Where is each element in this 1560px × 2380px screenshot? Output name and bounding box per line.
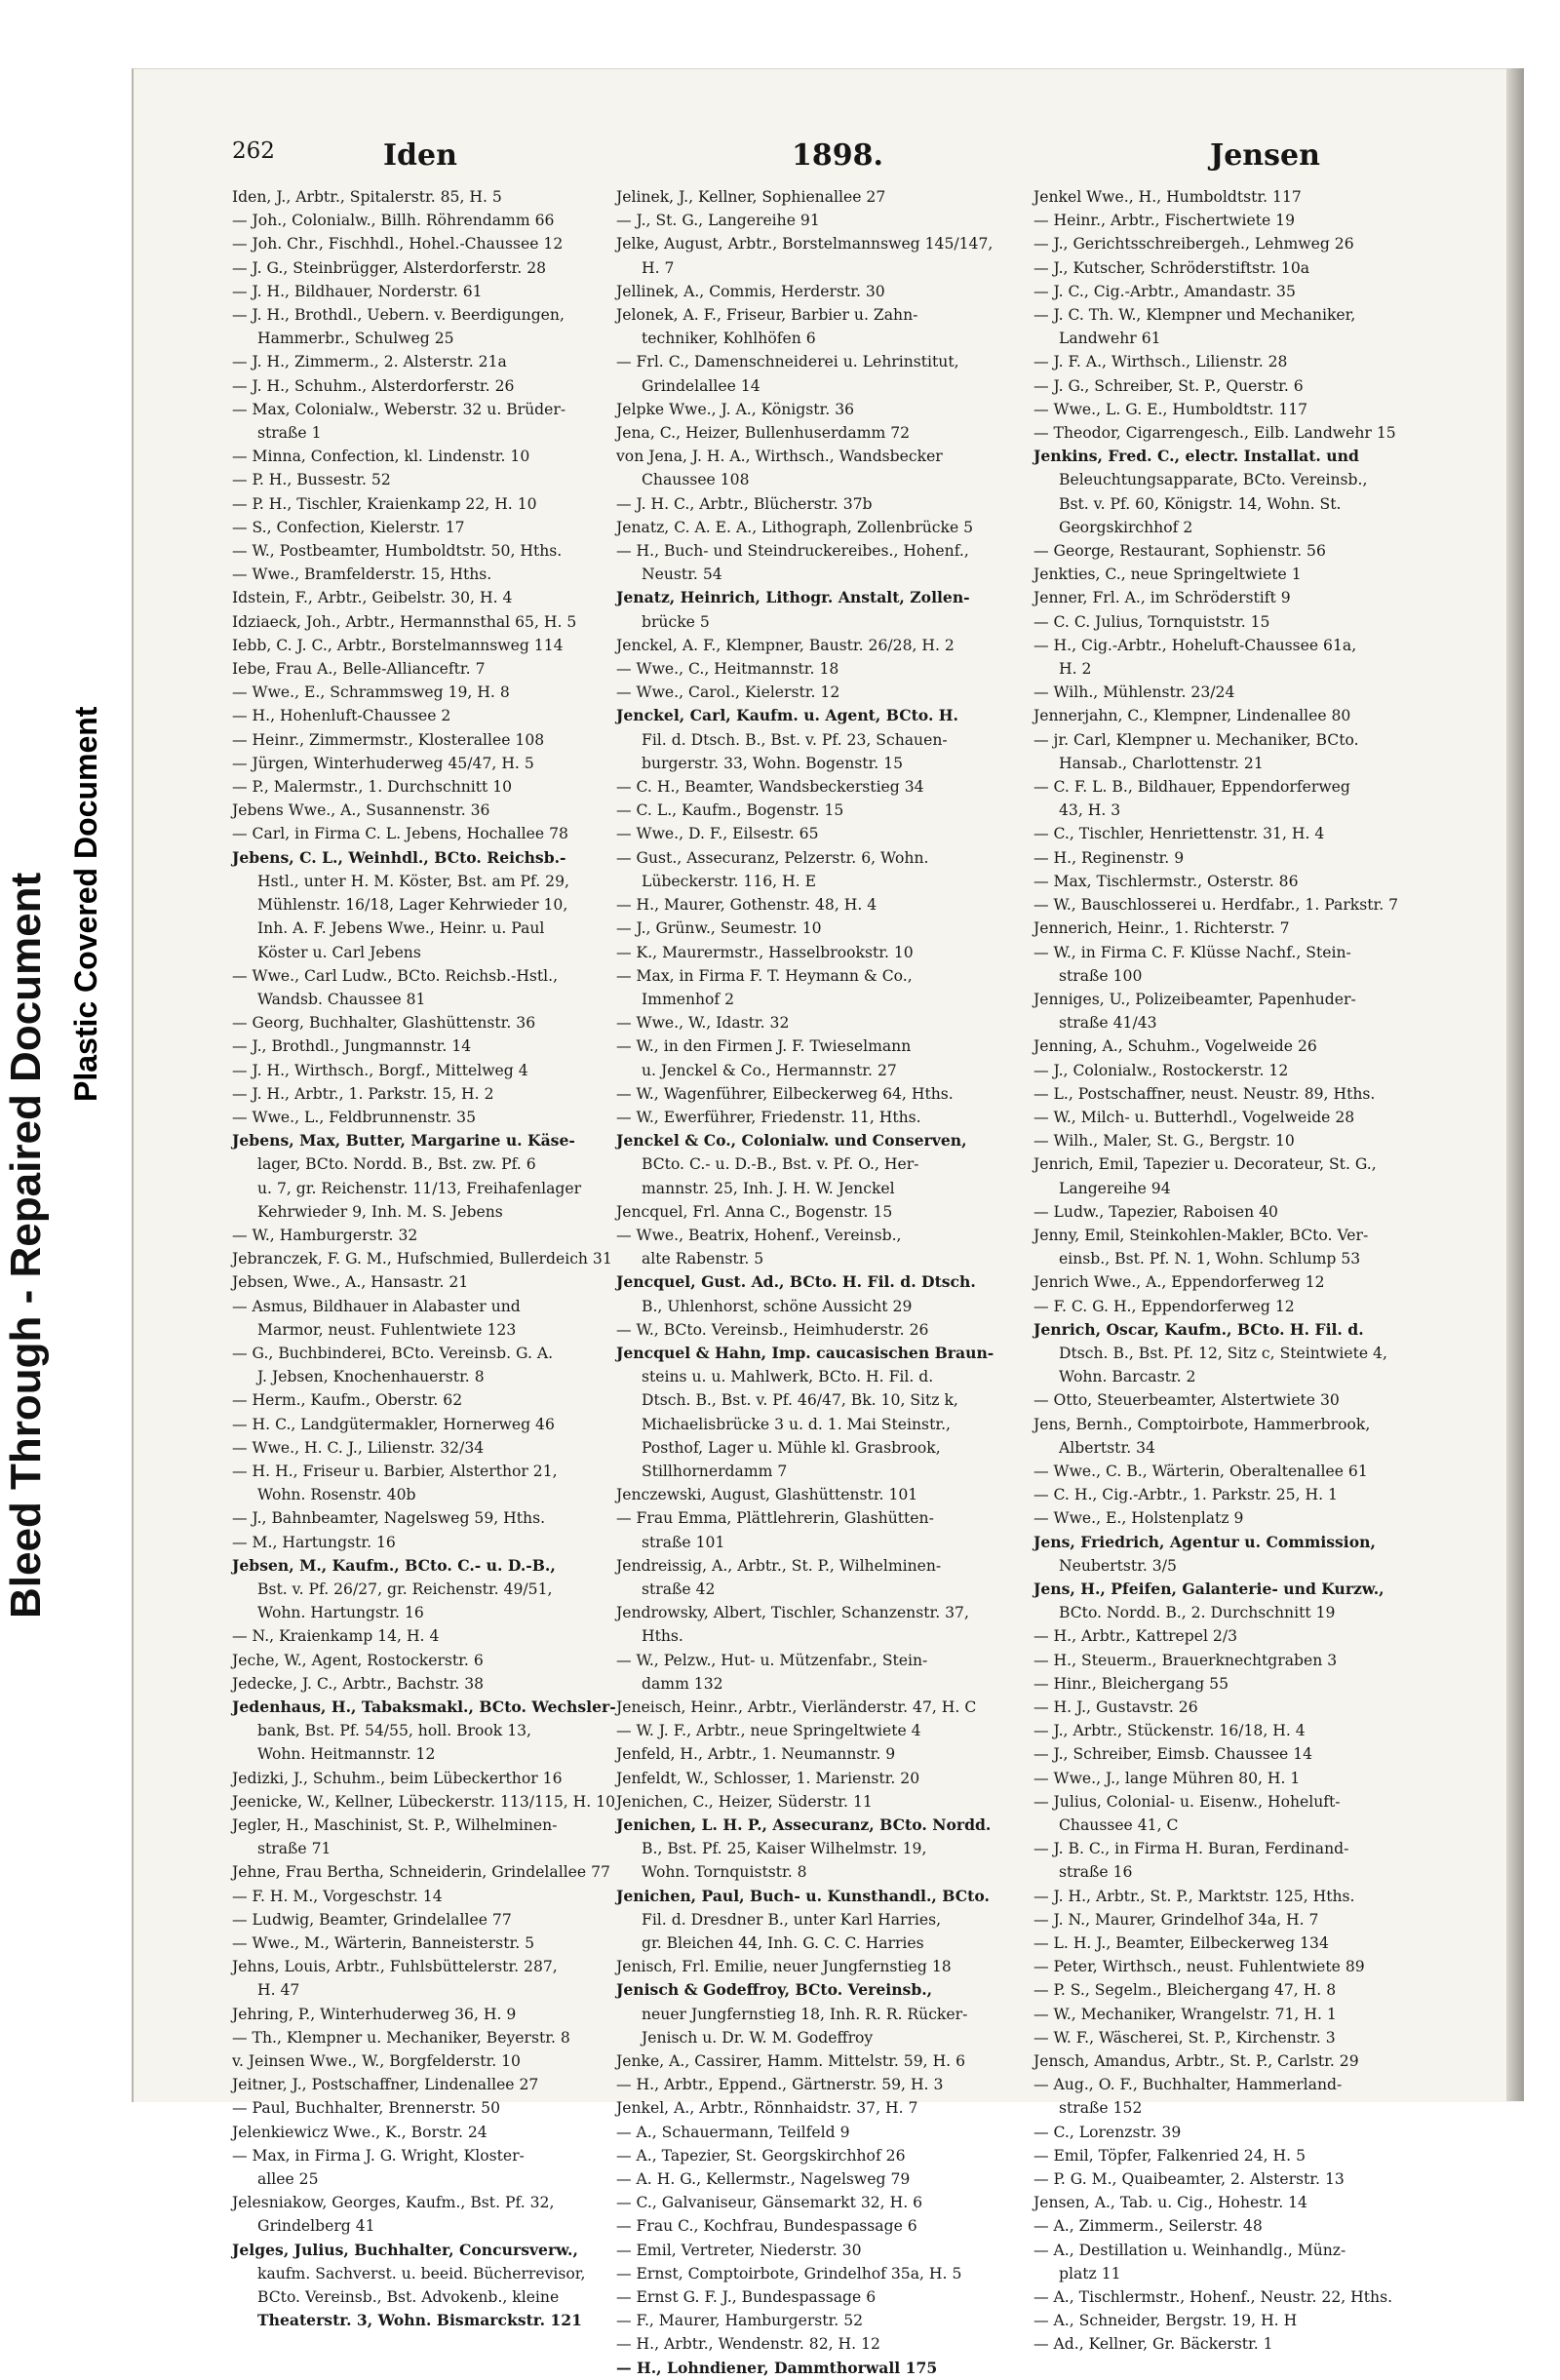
directory-entry-line: — F. C. G. H., Eppendorferweg 12 — [1034, 1297, 1295, 1315]
directory-entry-line: Jenichen, L. H. P., Assecuranz, BCto. Nordd. — [616, 1815, 992, 1835]
directory-entry-line: — J., Kutscher, Schröderstiftstr. 10a — [1034, 258, 1310, 277]
directory-entry-line: Jenkel, A., Arbtr., Rönnhaidstr. 37, H. 7 — [616, 2099, 918, 2118]
directory-entry-line: Jenrich, Oscar, Kaufm., BCto. H. Fil. d. — [1034, 1319, 1364, 1339]
directory-entry-line: straße 41/43 — [1059, 1014, 1157, 1033]
directory-entry-line: — J. H., Brothdl., Uebern. v. Beerdigungen, — [232, 306, 565, 325]
directory-entry-line: — H., Reginenstr. 9 — [1034, 848, 1185, 867]
directory-entry-line: steins u. u. Mahlwerk, BCto. H. Fil. d. — [642, 1368, 934, 1386]
directory-entry-line: — H., Steuerm., Brauerknechtgraben 3 — [1034, 1651, 1338, 1669]
directory-entry-line: — H. H., Friseur u. Barbier, Alsterthor 21, — [232, 1462, 558, 1480]
directory-entry-line: — Wwe., H. C. J., Lilienstr. 32/34 — [232, 1438, 485, 1457]
directory-entry-line: — J. H., Schuhm., Alsterdorferstr. 26 — [232, 376, 515, 395]
directory-entry-line: H. 7 — [642, 258, 675, 277]
directory-entry-line: Jelinek, J., Kellner, Sophienallee 27 — [616, 188, 886, 206]
directory-entry-line: — W., Milch- u. Butterhdl., Vogelweide 28 — [1034, 1108, 1355, 1126]
directory-entry-line: — H. C., Landgütermakler, Hornerweg 46 — [232, 1415, 555, 1433]
directory-entry-line: — J. H., Wirthsch., Borgf., Mittelweg 4 — [232, 1061, 528, 1079]
directory-entry-line: burgerstr. 33, Wohn. Bogenstr. 15 — [642, 754, 904, 772]
directory-entry-line: Jebens Wwe., A., Susannenstr. 36 — [232, 801, 490, 820]
directory-entry-line: Jeneisch, Heinr., Arbtr., Vierländerstr. 47, H. C — [616, 1698, 977, 1716]
directory-entry-line: — Minna, Confection, kl. Lindenstr. 10 — [232, 448, 530, 466]
directory-entry-line: Immenhof 2 — [642, 990, 735, 1008]
directory-entry-line: Köster u. Carl Jebens — [257, 943, 421, 961]
directory-entry-line: — J., St. G., Langereihe 91 — [616, 212, 820, 230]
directory-entry-line: Jelges, Julius, Buchhalter, Concursverw., — [232, 2240, 578, 2259]
directory-entry-line: — J., Brothdl., Jungmannstr. 14 — [232, 1037, 472, 1056]
directory-entry-line: — Wwe., L. G. E., Humboldtstr. 117 — [1034, 400, 1308, 418]
directory-entry-line: platz 11 — [1059, 2264, 1121, 2282]
directory-entry-line: straße 16 — [1059, 1863, 1133, 1882]
directory-entry-line: — Wwe., Carol., Kielerstr. 12 — [616, 683, 840, 702]
directory-entry-line: Jehne, Frau Bertha, Schneiderin, Grindelallee 77 — [232, 1863, 610, 1882]
directory-entry-line: Langereihe 94 — [1059, 1179, 1171, 1197]
directory-entry-line: Jenisch, Frl. Emilie, neuer Jungfernstieg 18 — [616, 1958, 952, 1976]
directory-entry-line: — Max, Tischlermstr., Osterstr. 86 — [1034, 872, 1299, 890]
directory-entry-line: Jelpke Wwe., J. A., Königstr. 36 — [616, 400, 855, 418]
directory-entry-line: — P. H., Bussestr. 52 — [232, 471, 391, 489]
directory-entry-line: Mühlenstr. 16/18, Lager Kehrwieder 10, — [257, 896, 568, 915]
directory-entry-line: — Wwe., C. B., Wärterin, Oberaltenallee 61 — [1034, 1462, 1368, 1480]
directory-entry-line: — K., Maurermstr., Hasselbrookstr. 10 — [616, 943, 914, 961]
directory-entry-line: Iebe, Frau A., Belle-Allianceftr. 7 — [232, 660, 486, 679]
directory-entry-line: Jenkel Wwe., H., Humboldtstr. 117 — [1034, 188, 1302, 206]
directory-entry-line: Jenfeld, H., Arbtr., 1. Neumannstr. 9 — [616, 1745, 896, 1764]
directory-entry-line: — C., Tischler, Henriettenstr. 31, H. 4 — [1034, 825, 1325, 843]
directory-entry-line: Wohn. Hartungstr. 16 — [257, 1604, 424, 1622]
directory-entry-line: Jenner, Frl. A., im Schröderstift 9 — [1034, 589, 1291, 607]
directory-entry-line: Jendrowsky, Albert, Tischler, Schanzenstr. 37, — [616, 1604, 969, 1622]
directory-entry-line: — Ludw., Tapezier, Raboisen 40 — [1034, 1202, 1278, 1221]
directory-entry-line: — Otto, Steuerbeamter, Alstertwiete 30 — [1034, 1391, 1340, 1410]
directory-entry-line: Landwehr 61 — [1059, 330, 1161, 348]
directory-entry-line: — C. L., Kaufm., Bogenstr. 15 — [616, 801, 844, 820]
directory-entry-line: — Joh. Chr., Fischhdl., Hohel.-Chaussee 12 — [232, 235, 564, 254]
directory-entry-line: — Wwe., Beatrix, Hohenf., Vereinsb., — [616, 1226, 902, 1244]
directory-entry-line: — A., Tischlermstr., Hohenf., Neustr. 22, Hths. — [1034, 2288, 1393, 2307]
directory-entry-line: Wohn. Tornquiststr. 8 — [642, 1863, 807, 1882]
directory-year: 1898. — [792, 138, 883, 173]
directory-entry-line: — L., Postschaffner, neust. Neustr. 89, Hths. — [1034, 1084, 1376, 1103]
directory-entry-line: gr. Bleichen 44, Inh. G. C. C. Harries — [642, 1934, 924, 1953]
directory-entry-line: Jellinek, A., Commis, Herderstr. 30 — [616, 282, 885, 300]
directory-entry-line: — C., Lorenzstr. 39 — [1034, 2123, 1182, 2141]
directory-entry-line: Jendreissig, A., Arbtr., St. P., Wilhelminen- — [616, 1556, 942, 1575]
directory-entry-line: — M., Hartungstr. 16 — [232, 1533, 396, 1551]
directory-entry-line: Jebsen, Wwe., A., Hansastr. 21 — [232, 1273, 469, 1292]
page-number: 262 — [232, 138, 275, 164]
directory-entry-line: — J. F. A., Wirthsch., Lilienstr. 28 — [1034, 353, 1288, 371]
directory-entry-line: — L. H. J., Beamter, Eilbeckerweg 134 — [1034, 1934, 1329, 1953]
directory-entry-line: — Emil, Vertreter, Niederstr. 30 — [616, 2241, 862, 2259]
directory-entry-line: Jebsen, M., Kaufm., BCto. C.- u. D.-B., — [232, 1555, 556, 1575]
directory-entry-line: Jenichen, Paul, Buch- u. Kunsthandl., BCto. — [616, 1886, 990, 1905]
directory-entry-line: — P. G. M., Quaibeamter, 2. Alsterstr. 13 — [1034, 2170, 1345, 2189]
directory-entry-line: — Heinr., Arbtr., Fischertwiete 19 — [1034, 212, 1295, 230]
directory-entry-line: Jelesniakow, Georges, Kaufm., Bst. Pf. 32, — [232, 2194, 555, 2212]
directory-entry-line: — H., Hohenluft-Chaussee 2 — [232, 707, 451, 725]
directory-entry-line: Jenckel & Co., Colonialw. und Conserven, — [616, 1131, 967, 1151]
directory-entry-line: — W. F., Wäscherei, St. P., Kirchenstr. 3 — [1034, 2028, 1336, 2047]
column-1 — [232, 185, 616, 2330]
directory-entry-line: Jenrich, Emil, Tapezier u. Decorateur, St. G., — [1034, 1155, 1377, 1174]
directory-entry-line: Hammerbr., Schulweg 25 — [257, 330, 454, 348]
directory-entry-line: straße 101 — [642, 1533, 725, 1551]
directory-entry-line: — Max, Colonialw., Weberstr. 32 u. Brüder- — [232, 400, 566, 418]
directory-entry-line: BCto. C.- u. D.-B., Bst. v. Pf. O., Her- — [642, 1155, 919, 1174]
directory-entry-line: Jena, C., Heizer, Bullenhuserdamm 72 — [616, 424, 911, 443]
directory-entry-line: Idziaeck, Joh., Arbtr., Hermannsthal 65, H. 5 — [232, 612, 577, 631]
directory-entry-line: Hstl., unter H. M. Köster, Bst. am Pf. 29, — [257, 872, 569, 890]
directory-entry-line: Chaussee 108 — [642, 471, 750, 489]
directory-entry-line: Jenichen, C., Heizer, Süderstr. 11 — [616, 1792, 873, 1811]
directory-entry-line: Jencquel & Hahn, Imp. caucasischen Braun- — [616, 1343, 994, 1362]
directory-entry-line: — Jürgen, Winterhuderweg 45/47, H. 5 — [232, 754, 534, 772]
directory-entry-line: — Gust., Assecuranz, Pelzerstr. 6, Wohn. — [616, 848, 929, 867]
directory-entry-line: — J., Schreiber, Eimsb. Chaussee 14 — [1034, 1745, 1313, 1764]
column-3 — [1034, 185, 1500, 2354]
directory-entry-line: — Frau Emma, Plättlehrerin, Glashütten- — [616, 1509, 934, 1528]
directory-entry-line: Jencquel, Gust. Ad., BCto. H. Fil. d. Dtsch. — [616, 1272, 976, 1292]
directory-entry-line: Lübeckerstr. 116, H. E — [642, 872, 816, 890]
directory-entry-line: Idstein, F., Arbtr., Geibelstr. 30, H. 4 — [232, 589, 513, 607]
directory-entry-line: — C. C. Julius, Tornquiststr. 15 — [1034, 612, 1270, 631]
directory-entry-line: — Wwe., D. F., Eilsestr. 65 — [616, 825, 819, 843]
directory-entry-line: — Ludwig, Beamter, Grindelallee 77 — [232, 1910, 512, 1929]
directory-entry-line: Jedecke, J. C., Arbtr., Bachstr. 38 — [232, 1674, 485, 1693]
directory-entry-line: Beleuchtungsapparate, BCto. Vereinsb., — [1059, 471, 1368, 489]
directory-entry-line: Stillhornerdamm 7 — [642, 1462, 788, 1480]
directory-entry-line: Jelonek, A. F., Friseur, Barbier u. Zahn- — [616, 306, 918, 325]
directory-entry-line: — J. H. C., Arbtr., Blücherstr. 37b — [616, 494, 873, 513]
directory-entry-line: Michaelisbrücke 3 u. d. 1. Mai Steinstr., — [642, 1415, 951, 1433]
directory-entry-line: — H. J., Gustavstr. 26 — [1034, 1698, 1198, 1716]
directory-entry-line: — W., Postbeamter, Humboldtstr. 50, Hths. — [232, 542, 563, 561]
directory-entry-line: — W., Bauschlosserei u. Herdfabr., 1. Parkstr. 7 — [1034, 896, 1399, 915]
directory-entry-line: — Herm., Kaufm., Oberstr. 62 — [232, 1391, 463, 1410]
directory-entry-line: H. 2 — [1059, 660, 1092, 679]
directory-entry-line: Posthof, Lager u. Mühle kl. Grasbrook, — [642, 1438, 941, 1457]
directory-entry-line: Jenke, A., Cassirer, Hamm. Mittelstr. 59, H. 6 — [616, 2052, 966, 2071]
directory-entry-line: — C., Galvaniseur, Gänsemarkt 32, H. 6 — [616, 2194, 923, 2212]
directory-entry-line: — J., Bahnbeamter, Nagelsweg 59, Hths. — [232, 1509, 546, 1528]
directory-entry-line: Neubertstr. 3/5 — [1059, 1556, 1177, 1575]
directory-entry-line: straße 42 — [642, 1580, 716, 1598]
directory-entry-line: Inh. A. F. Jebens Wwe., Heinr. u. Paul — [257, 919, 545, 938]
directory-entry-line: Theaterstr. 3, Wohn. Bismarckstr. 121 — [257, 2311, 582, 2330]
directory-entry-line: BCto. Nordd. B., 2. Durchschnitt 19 — [1059, 1604, 1336, 1622]
directory-entry-line: Jeche, W., Agent, Rostockerstr. 6 — [232, 1651, 484, 1669]
directory-entry-line: Jebens, Max, Butter, Margarine u. Käse- — [232, 1131, 575, 1151]
directory-entry-line: — J., Grünw., Seumestr. 10 — [616, 919, 822, 938]
directory-entry-line: Wohn. Heitmannstr. 12 — [257, 1745, 436, 1764]
directory-entry-line: — A. H. G., Kellermstr., Nagelsweg 79 — [616, 2170, 911, 2189]
directory-entry-line: — S., Confection, Kielerstr. 17 — [232, 518, 465, 536]
directory-entry-line: BCto. Vereinsb., Bst. Advokenb., kleine — [257, 2288, 560, 2307]
directory-entry-line: Jenckel, A. F., Klempner, Baustr. 26/28, H. 2 — [616, 636, 955, 654]
directory-entry-line: — W., Ewerführer, Friedenstr. 11, Hths. — [616, 1108, 921, 1126]
directory-entry-line: — Wwe., Bramfelderstr. 15, Hths. — [232, 566, 492, 584]
directory-entry-line: — Th., Klempner u. Mechaniker, Beyerstr. 8 — [232, 2028, 570, 2047]
directory-entry-line: alte Rabenstr. 5 — [642, 1250, 764, 1268]
directory-entry-line: allee 25 — [257, 2170, 319, 2189]
directory-entry-line: straße 71 — [257, 1840, 332, 1858]
directory-entry-line: — F. H. M., Vorgeschstr. 14 — [232, 1887, 443, 1905]
directory-entry-line: Jedizki, J., Schuhm., beim Lübeckerthor 16 — [232, 1769, 563, 1787]
directory-entry-line: einsb., Bst. Pf. N. 1, Wohn. Schlump 53 — [1059, 1250, 1361, 1268]
plastic-cover-note: Plastic Covered Document — [68, 706, 103, 1102]
directory-entry-line: — Joh., Colonialw., Billh. Röhrendamm 66 — [232, 212, 555, 230]
directory-entry-line: — C. H., Beamter, Wandsbeckerstieg 34 — [616, 778, 924, 797]
directory-entry-line: — Hinr., Bleichergang 55 — [1034, 1674, 1229, 1693]
directory-entry-line: lager, BCto. Nordd. B., Bst. zw. Pf. 6 — [257, 1155, 536, 1174]
directory-entry-line: — A., Schneider, Bergstr. 19, H. H — [1034, 2312, 1298, 2330]
directory-entry-line: Hths. — [642, 1627, 683, 1646]
directory-entry-line: — Asmus, Bildhauer in Alabaster und — [232, 1297, 521, 1315]
directory-entry-line: Iden, J., Arbtr., Spitalerstr. 85, H. 5 — [232, 188, 502, 206]
directory-entry-line: — Peter, Wirthsch., neust. Fuhlentwiete 89 — [1034, 1958, 1365, 1976]
directory-entry-line: Neustr. 54 — [642, 566, 722, 584]
directory-entry-line: — J. H., Zimmerm., 2. Alsterstr. 21a — [232, 353, 507, 371]
directory-entry-line: kaufm. Sachverst. u. beeid. Bücherrevisor, — [257, 2264, 586, 2282]
directory-entry-line: — George, Restaurant, Sophienstr. 56 — [1034, 542, 1326, 561]
directory-entry-line: — A., Zimmerm., Seilerstr. 48 — [1034, 2217, 1263, 2236]
directory-entry-line: Iebb, C. J. C., Arbtr., Borstelmannsweg 114 — [232, 636, 564, 654]
directory-entry-line: Fil. d. Dresdner B., unter Karl Harries, — [642, 1910, 942, 1929]
directory-entry-line: Jenczewski, August, Glashüttenstr. 101 — [616, 1486, 918, 1504]
directory-entry-line: Jenkins, Fred. C., electr. Installat. und — [1034, 447, 1359, 466]
directory-entry-line: — H., Arbtr., Eppend., Gärtnerstr. 59, H. 3 — [616, 2076, 944, 2094]
directory-entry-line: Jencquel, Frl. Anna C., Bogenstr. 15 — [616, 1202, 893, 1221]
directory-entry-line: Georgskirchhof 2 — [1059, 518, 1193, 536]
directory-entry-line: — Ernst G. F. J., Bundespassage 6 — [616, 2288, 877, 2307]
directory-entry-line: — P. H., Tischler, Kraienkamp 22, H. 10 — [232, 494, 537, 513]
directory-entry-line: — J. G., Steinbrügger, Alsterdorferstr. 28 — [232, 258, 547, 277]
directory-entry-line: — J. C., Cig.-Arbtr., Amandastr. 35 — [1034, 282, 1296, 300]
directory-entry-line: — W., Pelzw., Hut- u. Mützenfabr., Stein- — [616, 1651, 928, 1669]
directory-entry-line: — Max, in Firma F. T. Heymann & Co., — [616, 966, 913, 985]
directory-entry-line: — H., Arbtr., Kattrepel 2/3 — [1034, 1627, 1238, 1646]
directory-entry-line: — W., BCto. Vereinsb., Heimhuderstr. 26 — [616, 1320, 929, 1339]
directory-entry-line: — H., Cig.-Arbtr., Hoheluft-Chaussee 61a, — [1034, 636, 1357, 654]
directory-entry-line: straße 100 — [1059, 966, 1143, 985]
directory-entry-line: Wohn. Barcastr. 2 — [1059, 1368, 1196, 1386]
directory-entry-line: u. Jenckel & Co., Hermannstr. 27 — [642, 1061, 897, 1079]
directory-entry-line: — Wwe., M., Wärterin, Banneisterstr. 5 — [232, 1934, 535, 1953]
directory-entry-line: — Ad., Kellner, Gr. Bäckerstr. 1 — [1034, 2335, 1273, 2354]
directory-entry-line: Jennerich, Heinr., 1. Richterstr. 7 — [1034, 919, 1290, 938]
directory-entry-line: — J. H., Bildhauer, Norderstr. 61 — [232, 282, 483, 300]
directory-entry-line: B., Bst. Pf. 25, Kaiser Wilhelmstr. 19, — [642, 1840, 927, 1858]
directory-entry-line: Jehns, Louis, Arbtr., Fuhlsbüttelerstr. 287, — [232, 1958, 558, 1976]
directory-entry-line: — J. H., Arbtr., 1. Parkstr. 15, H. 2 — [232, 1084, 494, 1103]
directory-entry-line: Jedenhaus, H., Tabaksmakl., BCto. Wechsler- — [232, 1697, 616, 1716]
directory-entry-line: von Jena, J. H. A., Wirthsch., Wandsbecker — [616, 448, 943, 466]
directory-entry-line: Jenkties, C., neue Springeltwiete 1 — [1034, 566, 1302, 584]
directory-entry-line: — Julius, Colonial- u. Eisenw., Hoheluft- — [1034, 1792, 1341, 1811]
directory-entry-line: bank, Bst. Pf. 54/55, holl. Brook 13, — [257, 1722, 532, 1740]
directory-entry-line: — Aug., O. F., Buchhalter, Hammerland- — [1034, 2076, 1343, 2094]
directory-entry-line: Hansab., Charlottenstr. 21 — [1059, 754, 1264, 772]
directory-entry-line: Jens, Bernh., Comptoirbote, Hammerbrook, — [1034, 1415, 1371, 1433]
left-keyword: Iden — [383, 138, 457, 173]
directory-entry-line: v. Jeinsen Wwe., W., Borgfelderstr. 10 — [232, 2052, 521, 2071]
directory-entry-line: Chaussee 41, C — [1059, 1816, 1179, 1835]
directory-entry-line: — C. H., Cig.-Arbtr., 1. Parkstr. 25, H. 1 — [1034, 1486, 1338, 1504]
directory-entry-line: — Georg, Buchhalter, Glashüttenstr. 36 — [232, 1014, 536, 1033]
directory-entry-line: Jelenkiewicz Wwe., K., Borstr. 24 — [232, 2123, 488, 2141]
directory-entry-line: Grindelberg 41 — [257, 2217, 375, 2236]
directory-entry-line: — Wilh., Mühlenstr. 23/24 — [1034, 683, 1235, 702]
directory-entry-line: techniker, Kohlhöfen 6 — [642, 330, 816, 348]
directory-entry-line: Fil. d. Dtsch. B., Bst. v. Pf. 23, Schauen- — [642, 730, 948, 749]
directory-entry-line: — Paul, Buchhalter, Brennerstr. 50 — [232, 2099, 501, 2118]
directory-entry-line: — J. H., Arbtr., St. P., Marktstr. 125, Hths. — [1034, 1887, 1355, 1905]
directory-entry-line: brücke 5 — [642, 612, 710, 631]
directory-entry-line: damm 132 — [642, 1674, 723, 1693]
directory-entry-line: — Wwe., J., lange Mühren 80, H. 1 — [1034, 1769, 1301, 1787]
directory-entry-line: Jegler, H., Maschinist, St. P., Wilhelminen- — [232, 1816, 558, 1835]
directory-entry-line: — H., Lohndiener, Dammthorwall 175 — [616, 2358, 938, 2377]
directory-entry-line: — Wwe., W., Idastr. 32 — [616, 1014, 790, 1033]
directory-entry-line: Jenatz, C. A. E. A., Lithograph, Zollenbrücke 5 — [616, 518, 974, 536]
directory-entry-line: 43, H. 3 — [1059, 801, 1121, 820]
directory-entry-line: — W., Hamburgerstr. 32 — [232, 1226, 418, 1244]
directory-entry-line: Jebranczek, F. G. M., Hufschmied, Bullerdeich 31 — [232, 1250, 612, 1268]
directory-entry-line: Jens, Friedrich, Agentur u. Commission, — [1034, 1532, 1376, 1551]
directory-entry-line: Albertstr. 34 — [1059, 1438, 1155, 1457]
directory-entry-line: Jennerjahn, C., Klempner, Lindenallee 80 — [1034, 707, 1351, 725]
directory-entry-line: — G., Buchbinderei, BCto. Vereinsb. G. A. — [232, 1344, 554, 1362]
directory-entry-line: Jenning, A., Schuhm., Vogelweide 26 — [1034, 1037, 1317, 1056]
directory-entry-line: — jr. Carl, Klempner u. Mechaniker, BCto. — [1034, 730, 1359, 749]
directory-entry-line: Jeenicke, W., Kellner, Lübeckerstr. 113/115, H. 10 — [232, 1792, 616, 1811]
directory-entry-line: mannstr. 25, Inh. J. H. W. Jenckel — [642, 1179, 895, 1197]
directory-entry-line: Jensch, Amandus, Arbtr., St. P., Carlstr. 29 — [1034, 2052, 1359, 2071]
column-2 — [616, 185, 1018, 2377]
directory-entry-line: — P. S., Segelm., Bleichergang 47, H. 8 — [1034, 1981, 1337, 2000]
directory-entry-line: — Wwe., E., Holstenplatz 9 — [1034, 1509, 1244, 1528]
directory-entry-line: Jenniges, U., Polizeibeamter, Papenhuder- — [1034, 990, 1356, 1008]
directory-entry-line: Bst. v. Pf. 26/27, gr. Reichenstr. 49/51, — [257, 1580, 553, 1598]
directory-entry-line: H. 47 — [257, 1981, 300, 2000]
directory-entry-line: — H., Maurer, Gothenstr. 48, H. 4 — [616, 896, 878, 915]
directory-entry-line: — A., Schauermann, Teilfeld 9 — [616, 2123, 850, 2141]
directory-entry-line: — J. B. C., in Firma H. Buran, Ferdinand- — [1034, 1840, 1349, 1858]
directory-entry-line: — Carl, in Firma C. L. Jebens, Hochallee 78 — [232, 825, 568, 843]
book-spine-edge — [1506, 68, 1524, 2101]
directory-entry-line: Marmor, neust. Fuhlentwiete 123 — [257, 1320, 517, 1339]
directory-entry-line: — W., in Firma C. F. Klüsse Nachf., Stein- — [1034, 943, 1351, 961]
directory-entry-line: — P., Malermstr., 1. Durchschnitt 10 — [232, 778, 513, 797]
scan-side-strip — [0, 0, 136, 2123]
directory-entry-line: — Frau C., Kochfrau, Bundespassage 6 — [616, 2217, 917, 2236]
directory-entry-line: Jenatz, Heinrich, Lithogr. Anstalt, Zollen- — [616, 588, 970, 607]
directory-entry-line: — F., Maurer, Hamburgerstr. 52 — [616, 2312, 864, 2330]
directory-entry-line: — J. N., Maurer, Grindelhof 34a, H. 7 — [1034, 1910, 1319, 1929]
directory-entry-line: — W., Mechaniker, Wrangelstr. 71, H. 1 — [1034, 2005, 1337, 2023]
right-keyword: Jensen — [1210, 138, 1320, 173]
directory-entry-line: — Frl. C., Damenschneiderei u. Lehrinstitut, — [616, 353, 959, 371]
bleed-through-note: Bleed Through - Repaired Document — [2, 872, 50, 1619]
directory-entry-line: J. Jebsen, Knochenhauerstr. 8 — [257, 1368, 485, 1386]
directory-entry-line: — J., Gerichtsschreibergeh., Lehmweg 26 — [1034, 235, 1354, 254]
directory-entry-line: — Heinr., Zimmermstr., Klosterallee 108 — [232, 730, 545, 749]
directory-entry-line: Wohn. Rosenstr. 40b — [257, 1486, 416, 1504]
directory-entry-line: Dtsch. B., Bst. Pf. 12, Sitz c, Steintwiete 4, — [1059, 1344, 1387, 1362]
directory-entry-line: — J., Colonialw., Rostockerstr. 12 — [1034, 1061, 1289, 1079]
directory-entry-line: straße 152 — [1059, 2099, 1143, 2118]
directory-entry-line: — J. C. Th. W., Klempner und Mechaniker, — [1034, 306, 1356, 325]
directory-entry-line: Jehring, P., Winterhuderweg 36, H. 9 — [232, 2005, 517, 2023]
directory-entry-line: — J., Arbtr., Stückenstr. 16/18, H. 4 — [1034, 1722, 1306, 1740]
directory-entry-line: — H., Buch- und Steindruckereibes., Hohenf., — [616, 542, 969, 561]
directory-entry-line: Jenfeldt, W., Schlosser, 1. Marienstr. 20 — [616, 1769, 920, 1787]
directory-entry-line: — Max, in Firma J. G. Wright, Kloster- — [232, 2146, 525, 2165]
directory-entry-line: — Wwe., Carl Ludw., BCto. Reichsb.-Hstl., — [232, 966, 559, 985]
directory-entry-line: Jenckel, Carl, Kaufm. u. Agent, BCto. H. — [616, 706, 958, 725]
directory-entry-line: — W., in den Firmen J. F. Twieselmann — [616, 1037, 912, 1056]
directory-entry-line: — Theodor, Cigarrengesch., Eilb. Landwehr 15 — [1034, 424, 1396, 443]
directory-entry-line: Kehrwieder 9, Inh. M. S. Jebens — [257, 1202, 503, 1221]
directory-entry-line: — C. F. L. B., Bildhauer, Eppendorferweg — [1034, 778, 1350, 797]
directory-entry-line: neuer Jungfernstieg 18, Inh. R. R. Rücker- — [642, 2005, 968, 2023]
directory-entry-line: Dtsch. B., Bst. v. Pf. 46/47, Bk. 10, Sitz k, — [642, 1391, 958, 1410]
directory-entry-line: Bst. v. Pf. 60, Königstr. 14, Wohn. St. — [1059, 494, 1342, 513]
directory-entry-line: Jebens, C. L., Weinhdl., BCto. Reichsb.- — [232, 847, 566, 867]
directory-entry-line: Jens, H., Pfeifen, Galanterie- und Kurzw., — [1034, 1579, 1384, 1598]
directory-entry-line: — Wilh., Maler, St. G., Bergstr. 10 — [1034, 1132, 1295, 1151]
directory-entry-line: — Ernst, Comptoirbote, Grindelhof 35a, H. 5 — [616, 2264, 962, 2282]
directory-entry-line: — Wwe., L., Feldbrunnenstr. 35 — [232, 1108, 477, 1126]
directory-entry-line: Jenny, Emil, Steinkohlen-Makler, BCto. Ver- — [1034, 1226, 1369, 1244]
directory-entry-line: — Emil, Töpfer, Falkenried 24, H. 5 — [1034, 2146, 1306, 2165]
directory-entry-line: Jeitner, J., Postschaffner, Lindenallee 27 — [232, 2076, 539, 2094]
directory-entry-line: Jenrich Wwe., A., Eppendorferweg 12 — [1034, 1273, 1325, 1292]
directory-entry-line: Jenisch u. Dr. W. M. Godeffroy — [642, 2028, 874, 2047]
directory-entry-line: u. 7, gr. Reichenstr. 11/13, Freihafenlager — [257, 1179, 582, 1197]
directory-entry-line: Jenisch & Godeffroy, BCto. Vereinsb., — [616, 1980, 933, 2000]
directory-entry-line: Wandsb. Chaussee 81 — [257, 990, 426, 1008]
directory-entry-line: Jensen, A., Tab. u. Cig., Hohestr. 14 — [1034, 2194, 1307, 2212]
directory-entry-line: — N., Kraienkamp 14, H. 4 — [232, 1627, 440, 1646]
page-header — [232, 138, 1500, 176]
directory-entry-line: straße 1 — [257, 424, 322, 443]
directory-entry-line: — H., Arbtr., Wendenstr. 82, H. 12 — [616, 2335, 880, 2354]
directory-entry-line: — J. G., Schreiber, St. P., Querstr. 6 — [1034, 376, 1304, 395]
directory-entry-line: — W. J. F., Arbtr., neue Springeltwiete 4 — [616, 1722, 921, 1740]
directory-entry-line: — A., Destillation u. Weinhandlg., Münz- — [1034, 2241, 1346, 2259]
directory-entry-line: Grindelallee 14 — [642, 376, 760, 395]
directory-entry-line: B., Uhlenhorst, schöne Aussicht 29 — [642, 1297, 913, 1315]
directory-entry-line: Jelke, August, Arbtr., Borstelmannsweg 145/147, — [616, 235, 994, 254]
directory-entry-line: — A., Tapezier, St. Georgskirchhof 26 — [616, 2146, 906, 2165]
directory-entry-line: — Wwe., C., Heitmannstr. 18 — [616, 660, 839, 679]
directory-entry-line: — W., Wagenführer, Eilbeckerweg 64, Hths. — [616, 1084, 954, 1103]
directory-entry-line: — Wwe., E., Schrammsweg 19, H. 8 — [232, 683, 510, 702]
